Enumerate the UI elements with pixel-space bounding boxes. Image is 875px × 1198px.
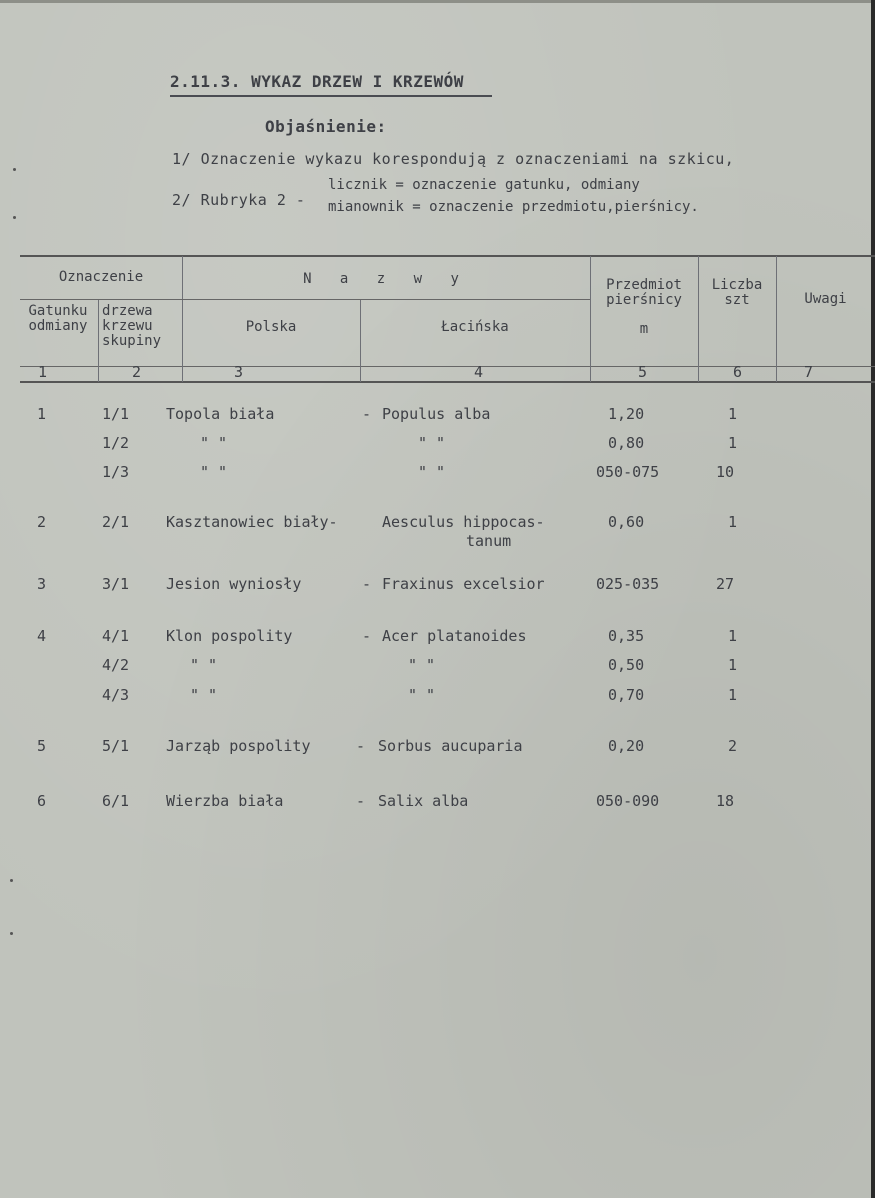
table-top-border [20,255,875,257]
cell-drzewo: 2/1 [102,513,130,531]
cell-dash: - [362,627,372,645]
cell-polska: Kasztanowiec biały- [166,513,338,531]
cell-polska: Topola biała [166,405,275,423]
header-przedmiot-line2: pierśnicy [606,292,682,308]
col-divider-3 [698,256,699,382]
oznaczenie-subline [20,299,182,300]
cell-polska: " " [200,463,228,481]
cell-dash: - [362,575,372,593]
cell-drzewo: 6/1 [102,792,130,810]
explanation-title: Objaśnienie: [265,117,387,136]
note-2-numerator: licznik = oznaczenie gatunku, odmiany [328,177,640,193]
cell-drzewo: 5/1 [102,737,130,755]
document-heading: 2.11.3. WYKAZ DRZEW I KRZEWÓW [170,72,464,91]
cell-drzewo: 1/2 [102,434,130,452]
cell-lacinska: Populus alba [382,405,491,423]
cell-lacinska: " " [418,434,446,452]
header-drzewa [99,304,185,349]
cell-lacinska: Acer platanoides [382,627,527,645]
page-right-edge [871,0,875,1198]
page-top-edge [0,0,875,3]
cell-gatunek: 6 [37,792,47,810]
column-number-7: 7 [804,363,814,381]
cell-lacinska: " " [408,686,436,704]
col-divider-4 [776,256,777,382]
column-number-3: 3 [234,363,244,381]
cell-polska: Klon pospolity [166,627,293,645]
margin-speck [13,168,16,171]
note-2-denominator: mianownik = oznaczenie przedmiotu,pierśnicy. [328,199,699,215]
cell-liczba: 1 [728,434,738,452]
cell-polska: Wierzba biała [166,792,284,810]
cell-przedmiot: 025-035 [596,575,660,593]
header-gatunku-line1: Gatunku [28,303,88,319]
cell-przedmiot: 0,60 [608,513,645,531]
cell-drzewo: 4/2 [102,656,130,674]
cell-liczba: 1 [728,405,738,423]
cell-gatunek: 3 [37,575,47,593]
cell-przedmiot: 1,20 [608,405,645,423]
cell-przedmiot: 0,35 [608,627,645,645]
header-bottom-line [20,366,875,367]
cell-gatunek: 4 [37,627,47,645]
cell-gatunek: 2 [37,513,47,531]
cell-przedmiot: 0,80 [608,434,645,452]
header-przedmiot-line1: Przedmiot [606,277,682,293]
header-liczba-line1: Liczba [711,277,763,293]
header-nazwy: N a z w y [303,271,469,287]
cell-drzewo: 1/3 [102,463,130,481]
margin-speck [10,879,13,882]
note-2-prefix: 2/ Rubryka 2 - [172,191,306,209]
header-liczba [698,278,776,308]
cell-liczba: 10 [716,463,735,481]
note-2-fraction [328,174,699,218]
cell-dash: - [356,737,366,755]
header-uwagi: Uwagi [804,291,847,307]
margin-speck [13,216,16,219]
cell-przedmiot: 0,70 [608,686,645,704]
cell-polska: Jesion wyniosły [166,575,302,593]
column-number-5: 5 [638,363,648,381]
cell-dash: - [356,792,366,810]
cell-polska: " " [200,434,228,452]
heading-underline [170,95,492,97]
cell-liczba: 1 [728,656,738,674]
cell-lacinska: Salix alba [378,792,469,810]
header-gatunku [18,304,98,334]
header-oznaczenie: Oznaczenie [58,269,144,285]
column-numbers-bottom-line [20,381,875,383]
cell-liczba: 1 [728,686,738,704]
cell-liczba: 2 [728,737,738,755]
nazwy-subline [182,299,590,300]
header-przedmiot [590,278,698,337]
cell-lacinska: " " [418,463,446,481]
cell-gatunek: 1 [37,405,47,423]
cell-drzewo: 4/3 [102,686,130,704]
column-number-6: 6 [733,363,743,381]
header-lacinska: Łacińska [441,319,509,335]
cell-drzewo: 3/1 [102,575,130,593]
header-liczba-line2: szt [724,292,750,308]
header-polska: Polska [245,319,297,335]
cell-przedmiot: 0,50 [608,656,645,674]
margin-speck [10,932,13,935]
header-drzewa-line2: krzewu [102,318,153,334]
column-number-4: 4 [474,363,484,381]
column-number-1: 1 [38,363,48,381]
cell-polska: " " [190,656,218,674]
cell-drzewo: 4/1 [102,627,130,645]
col-divider-polska [360,300,361,382]
cell-lacinska-continued: tanum [466,532,512,550]
cell-polska: Jarząb pospolity [166,737,311,755]
cell-liczba: 27 [716,575,735,593]
cell-lacinska: " " [408,656,436,674]
header-drzewa-line1: drzewa [102,303,153,319]
cell-lacinska: Sorbus aucuparia [378,737,523,755]
cell-przedmiot: 050-075 [596,463,660,481]
cell-dash: - [362,405,372,423]
cell-lacinska: Fraxinus excelsior [382,575,545,593]
cell-lacinska: Aesculus hippocas- [382,513,545,531]
cell-drzewo: 1/1 [102,405,130,423]
cell-przedmiot: 050-090 [596,792,660,810]
cell-liczba: 1 [728,627,738,645]
column-number-2: 2 [132,363,142,381]
cell-przedmiot: 0,20 [608,737,645,755]
cell-polska: " " [190,686,218,704]
note-1: 1/ Oznaczenie wykazu korespondują z oznaczeniami na szkicu, [172,150,735,168]
cell-liczba: 18 [716,792,735,810]
header-gatunku-line2: odmiany [28,318,88,334]
header-przedmiot-unit: m [639,321,649,337]
header-drzewa-line3: skupiny [102,333,162,349]
cell-gatunek: 5 [37,737,47,755]
cell-liczba: 1 [728,513,738,531]
